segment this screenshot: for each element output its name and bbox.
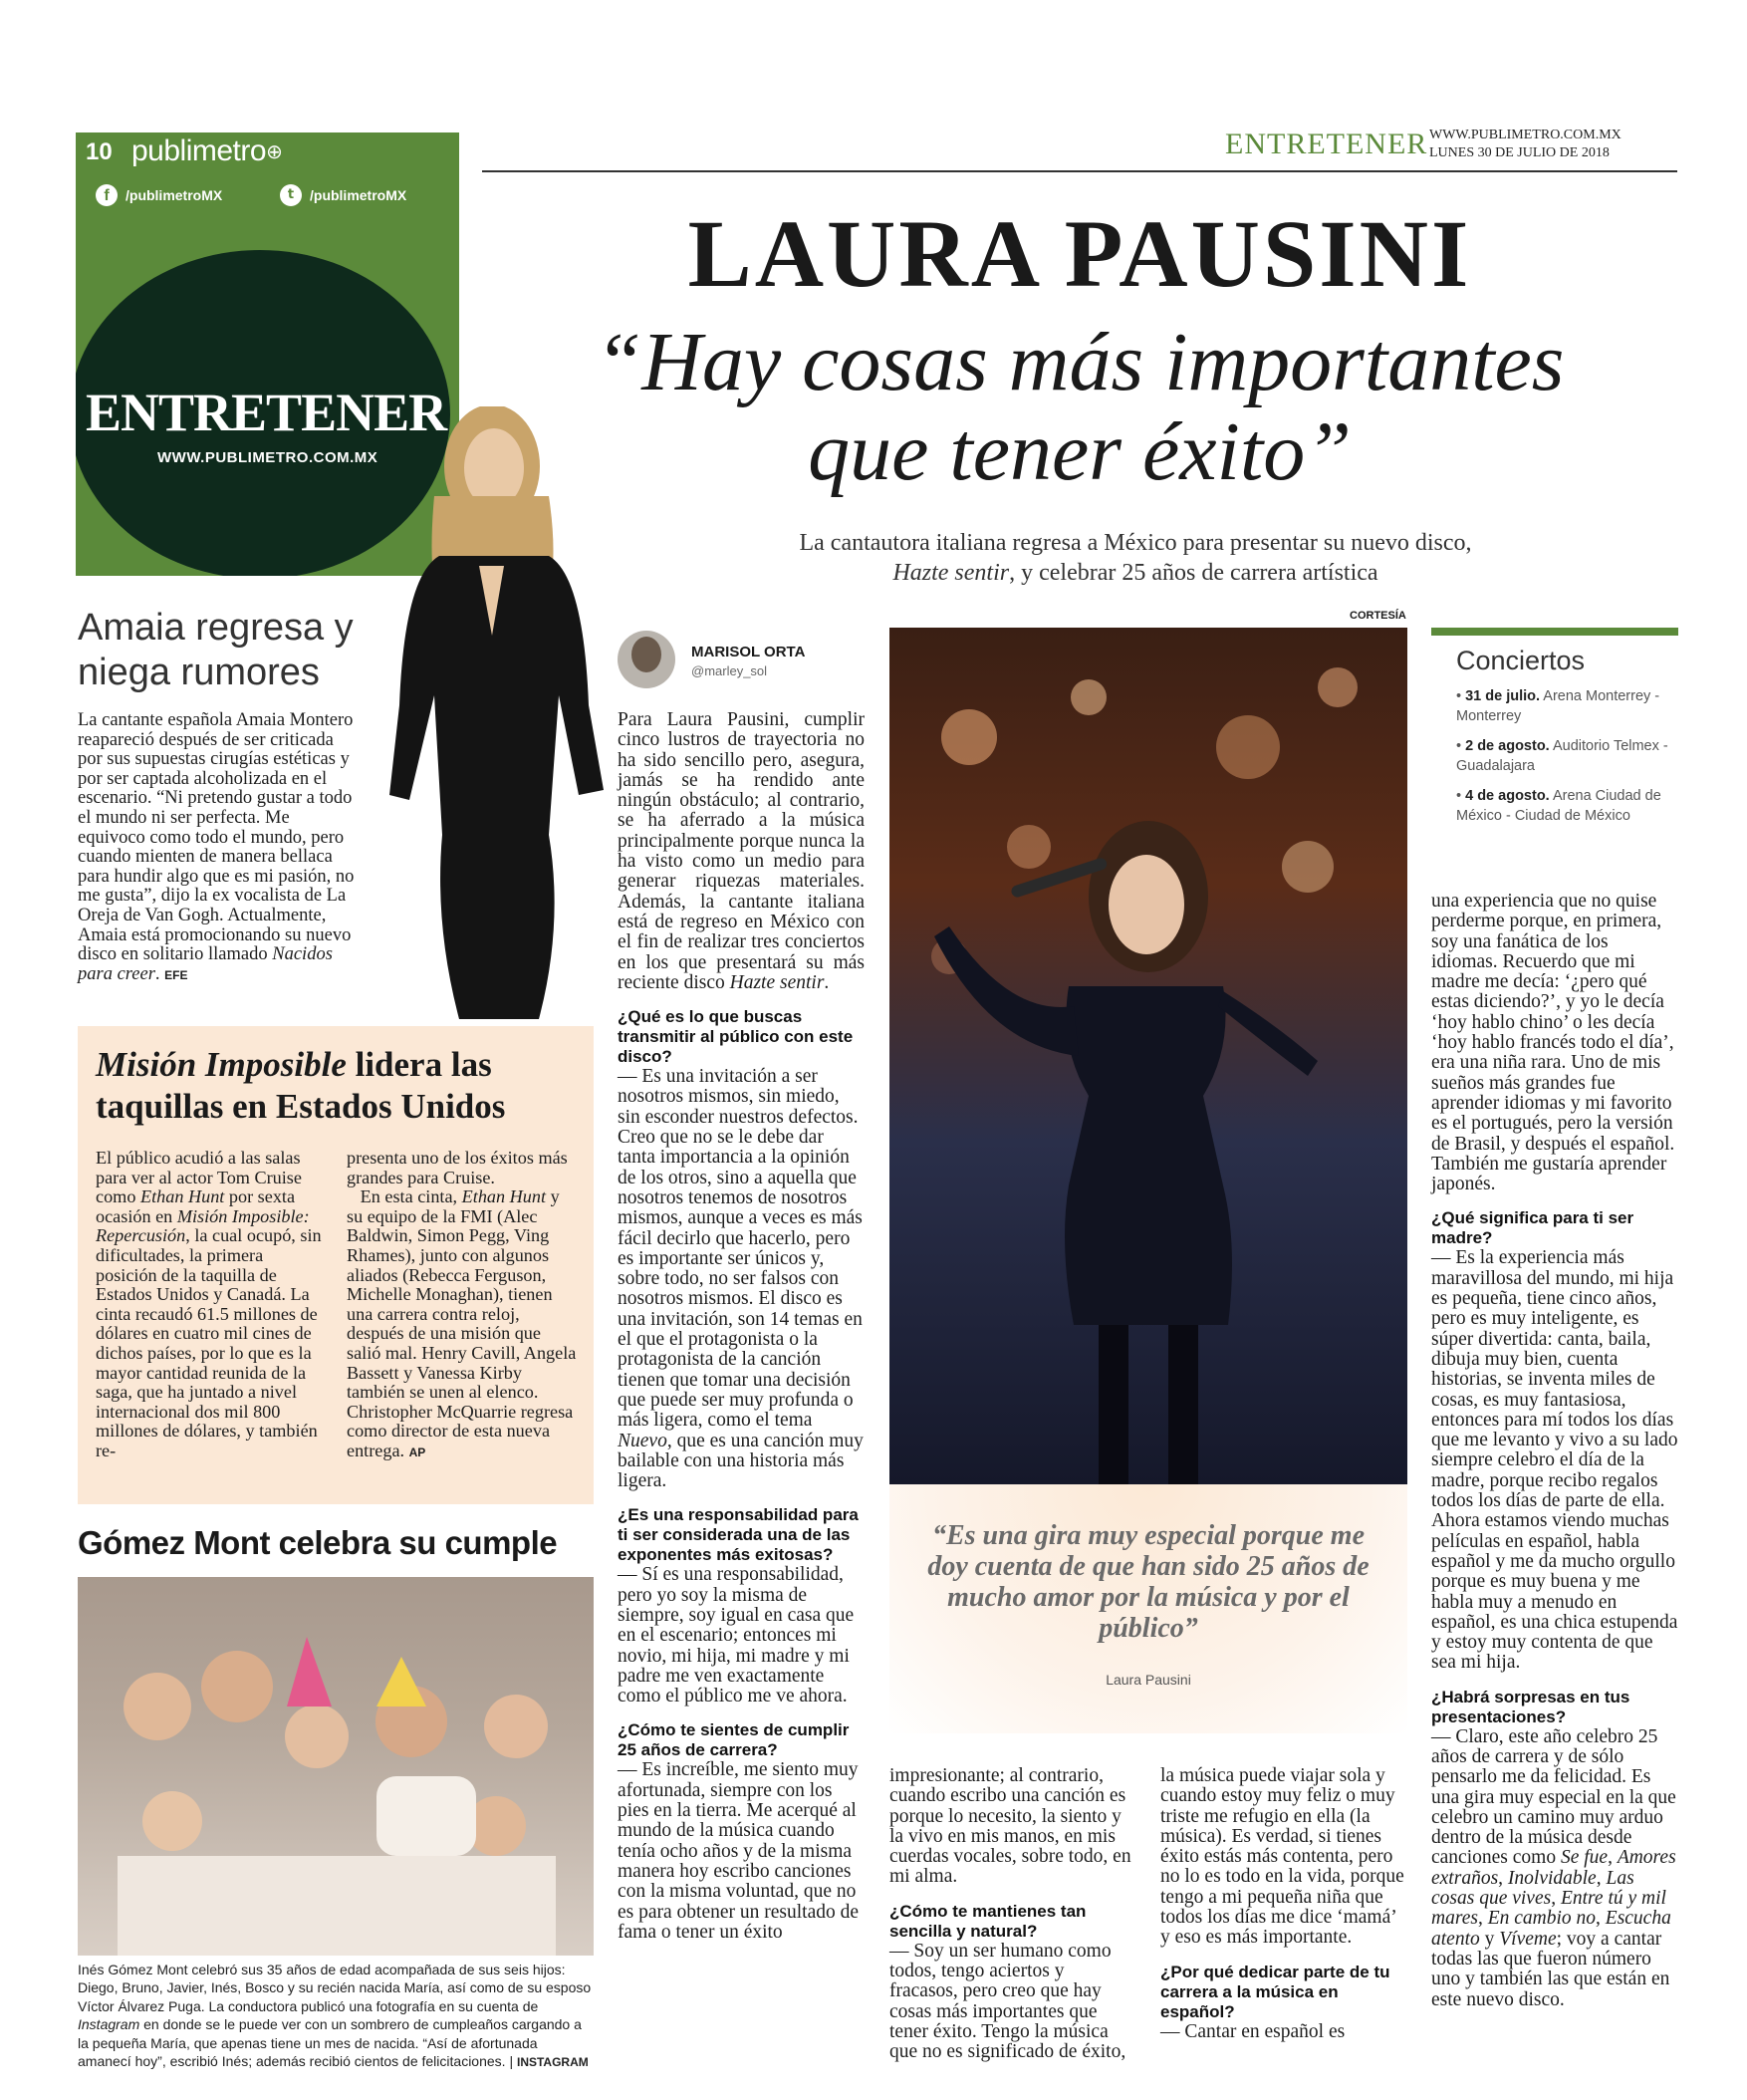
gomez-photo	[78, 1577, 594, 1956]
article-col2	[889, 1766, 1133, 2063]
article-col4	[1431, 892, 1678, 2010]
header-section: ENTRETENER	[1225, 128, 1428, 160]
answer-4-cont: la música puede viajar sola y cuando estoy muy feliz o muy triste me refugio en ella (la música). Es verdad, si tienes éxito estás más contenta, pero no lo es todo en la vida, porque tengo a mi pequeña niña que todos los días me dice ‘mamá’ y eso es más importante.	[1160, 1765, 1404, 1949]
amaia-photo	[365, 406, 619, 1024]
answer-6: — Es la experiencia más maravillosa del mundo, mi hija es pequeña, tiene cinco años, pero es muy inteligente, es súper divertida: canta, baila, dibuja muy bien, cuenta historias, se inventa miles de cosas, es muy fantasiosa, entonces para mí todos los días que me levanto y vivo a su lado siempre celebro el día de la madre, porque recibo regalos todos los días de parte de ella. Ahora estamos viendo muchas películas en español, habla español y me da mucho orgullo porque es muy buena y me habla muy a menudo en español, es una chica estupenda y estoy muy contenta de que sea mi hija.	[1431, 1247, 1678, 1674]
answer-3: — Es increíble, me siento muy afortunada, siempre con los pies en la tierra. Me acerqué al mundo de la música cuando tenía ocho años y de la misma manera hoy escribo canciones con la misma voluntad, que no es para obtener un resultado de fama o tener un éxito	[618, 1759, 860, 1943]
concert-item: • 31 de julio. Arena Monterrey - Monterrey	[1456, 688, 1660, 724]
concerts-title: Conciertos	[1456, 646, 1586, 675]
article-col3	[1160, 1766, 1407, 2042]
answer-4: — Soy un ser humano como todos, tengo aciertos y fracasos, pero creo que hay cosas más importantes que tener éxito. Tengo la música que no es significado de éxito,	[889, 1940, 1126, 2063]
concert-item: • 4 de agosto. Arena Ciudad de México - Ciudad de México	[1456, 788, 1661, 824]
photo-credit: CORTESÍA	[1350, 610, 1406, 622]
article-col1	[618, 710, 865, 1943]
main-deck	[697, 528, 1574, 588]
question-1: ¿Qué es lo que buscas transmitir al público con este disco?	[618, 1007, 854, 1067]
concert-item: • 2 de agosto. Auditorio Telmex - Guadalajara	[1456, 738, 1668, 774]
amaia-photo-figure	[365, 406, 619, 1024]
concerts-box	[1456, 646, 1680, 826]
question-3: ¿Cómo te sientes de cumplir 25 años de carrera?	[618, 1720, 850, 1760]
mision-col1: El público acudió a las salas para ver al actor Tom Cruise como Ethan Hunt por sexta ocasión en Misión Imposible: Repercusión, la cual ocupó, sin dificultades, la primera posición de la taquilla de Estados Unidos y Canadá. La cinta recaudó 61.5 millones de dólares en cuatro mil cines de dichos países, por lo que es la mayor cantidad reunida de la saga, que ha juntado a nivel internacional dos mil 800 millones de dólares, y también re-	[96, 1148, 322, 1460]
gomez-photo-figure	[78, 1577, 594, 1956]
pull-quote-text: “Es una gira muy especial porque me doy cuenta de que han sido 25 años de mucho amor por la música y por el público”	[927, 1520, 1370, 1644]
answer-3-cont: impresionante; al contrario, cuando escribo una canción es porque lo necesito, la siento y la vivo en mis manos, en mis cuerdas vocales, sobre todo, en mi alma.	[889, 1765, 1131, 1888]
question-7: ¿Habrá sorpresas en tus presentaciones?	[1431, 1687, 1630, 1726]
author-name: MARISOL ORTA	[691, 644, 806, 660]
pull-quote-box	[889, 1484, 1407, 1733]
main-headline: LAURA PAUSINI	[687, 200, 1472, 307]
globe-icon: ⊕	[266, 141, 283, 163]
laura-photo	[889, 628, 1407, 1484]
question-4: ¿Cómo te mantienes tan sencilla y natural?	[889, 1901, 1087, 1941]
header-rule	[482, 170, 1677, 172]
mision-col2: presenta uno de los éxitos más grandes para Cruise. En esta cinta, Ethan Hunt y su equipo de la FMI (Alec Baldwin, Simon Pegg, Ving Rhames), junto con algunos aliados (Rebecca Ferguson, Michelle Monaghan), tienen una carrera contra reloj, después de una misión que salió mal. Henry Cavill, Angela Bassett y Vanessa Kirby también se unen al elenco. Christopher McQuarrie regresa como director de esta nueva entrega. AP	[347, 1148, 577, 1460]
amaia-body: La cantante española Amaia Montero reapareció después de ser criticada por sus supuestas cirugías estéticas y por ser captada alcoholizada en el escenario. “Ni pretendo gustar a todo el mundo ni ser perfecta. Me equivoco como todo el mundo, pero cuando mienten de manera bellaca para hundir algo que es mi pasión, no me gusta”, dijo la ex vocalista de La Oreja de Van Gogh. Actualmente, Amaia está promocionando su nuevo disco en solitario llamado Nacidos para creer. EFE	[78, 710, 355, 984]
author-avatar	[618, 631, 675, 688]
deck-line2: , y celebrar 25 años de carrera artística	[1009, 560, 1378, 586]
main-quote-line2: que tener éxito”	[808, 405, 1352, 498]
mision-headline: Misión Imposible lidera las taquillas en Estados Unidos	[96, 1045, 506, 1126]
answer-5-cont: una experiencia que no quise perderme porque, en primera, soy una fanática de los idiomas. Recuerdo que mi madre me decía: ‘¿pero qué estas diciendo?’, y yo le decía ‘hoy hablo chino’ o les decía ‘hoy hablo francés todo el día’, era una niña rara. Uno de mis sueños más grandes fue aprender idiomas y mi favorito es el portugués, pero la versión de Brasil, y después el español. También me gustaría aprender japonés.	[1431, 891, 1675, 1195]
header-date: LUNES 30 DE JULIO DE 2018	[1429, 145, 1610, 160]
question-2: ¿Es una responsabilidad para ti ser considerada una de las exponentes más exitosas?	[618, 1505, 859, 1565]
gomez-caption: Inés Gómez Mont celebró sus 35 años de edad acompañada de sus seis hijos: Diego, Bruno, Javier, Inés, Bosco y su recién nacida María, así como de su esposo Víctor Álvarez Puga. La conductora publicó una fotografía en su cuenta de Instagram en donde se le puede ver con un sombrero de cumpleaños cargando a la pequeña María, que apenas tiene un mes de nacida. “Así de afortunada amanecí hoy”, escribió Inés; además recibió cientos de felicitaciones. | INSTAGRAM	[78, 1962, 592, 2070]
deck-album: Hazte sentir	[892, 560, 1010, 586]
laura-photo-figure	[889, 628, 1407, 1484]
facebook-handle[interactable]: /publimetroMX	[125, 187, 223, 203]
concerts-rule	[1431, 628, 1678, 636]
answer-2: — Sí es una responsabilidad, pero yo soy la misma de siempre, soy igual en casa que en el escenario; entonces mi novio, mi hija, mi madre y mi padre me ven exactamente como el público me ve ahora.	[618, 1564, 855, 1707]
deck-line1: La cantautora italiana regresa a México para presentar su nuevo disco,	[799, 530, 1472, 556]
answer-5: — Cantar en español es	[1160, 2020, 1346, 2042]
section-url[interactable]: WWW.PUBLIMETRO.COM.MX	[157, 449, 378, 466]
question-5: ¿Por qué dedicar parte de tu carrera a la música en español?	[1160, 1962, 1390, 2021]
question-6: ¿Qué significa para ti ser madre?	[1431, 1208, 1634, 1248]
pull-quote-author: Laura Pausini	[1106, 1672, 1191, 1688]
article-intro: Para Laura Pausini, cumplir cinco lustros de trayectoria no ha sido sencillo pero, asegura, jamás se ha rendido ante ningún obstáculo; al contrario, se ha aferrado a la música principalmente porque nunca la ha visto como un medio para generar riquezas materiales. Además, la cantante italiana está de regreso en México con el fin de realizar tres conciertos en los que presentará su más reciente disco Hazte sentir.	[618, 709, 865, 993]
twitter-handle[interactable]: /publimetroMX	[310, 187, 407, 203]
header-url[interactable]: WWW.PUBLIMETRO.COM.MX	[1429, 128, 1622, 142]
page-number: 10	[86, 138, 113, 165]
twitter-icon[interactable]: t	[280, 184, 302, 206]
mision-box	[78, 1026, 594, 1504]
main-quote-line1: “Hay cosas más importantes	[595, 316, 1565, 408]
amaia-headline: Amaia regresa y niega rumores	[78, 607, 354, 693]
facebook-icon[interactable]: f	[96, 184, 118, 206]
section-title: ENTRETENER	[86, 383, 447, 442]
gomez-headline: Gómez Mont celebra su cumple	[78, 1524, 558, 1561]
author-handle[interactable]: @marley_sol	[691, 663, 768, 678]
brand-logo	[131, 134, 282, 168]
brand-name: publimetro	[131, 134, 267, 167]
answer-7: — Claro, este año celebro 25 años de carrera y de sólo pensarlo me da felicidad. Es una gira muy especial en la que celebro un camino muy arduo dentro de la música desde canciones como Se fue, Amores extraños, Inolvidable, Las cosas que vives, Entre tú y mil mares, En cambio no, Escucha atento y Víveme; voy a cantar todas las que fueron número uno y también las que están en este nuevo disco.	[1431, 1725, 1676, 2010]
answer-1: — Es una invitación a ser nosotros mismos, sin miedo, sin esconder nuestros defectos. Creo que no se le debe dar tanta importancia a la opinión de los otros, sino a aquella que nosotros tenemos de nosotros mismos, aunque a veces es más fácil decirlo que hacerlo, pero es importante ser únicos y, sobre todo, no ser falsos con nosotros mismos. El disco es una invitación, son 14 temas en el que el protagonista o la protagonista de la canción tienen que tomar una decisión que puede ser muy profunda o más ligera, como el tema Nuevo, que es una canción muy bailable con una historia más ligera.	[618, 1066, 864, 1492]
